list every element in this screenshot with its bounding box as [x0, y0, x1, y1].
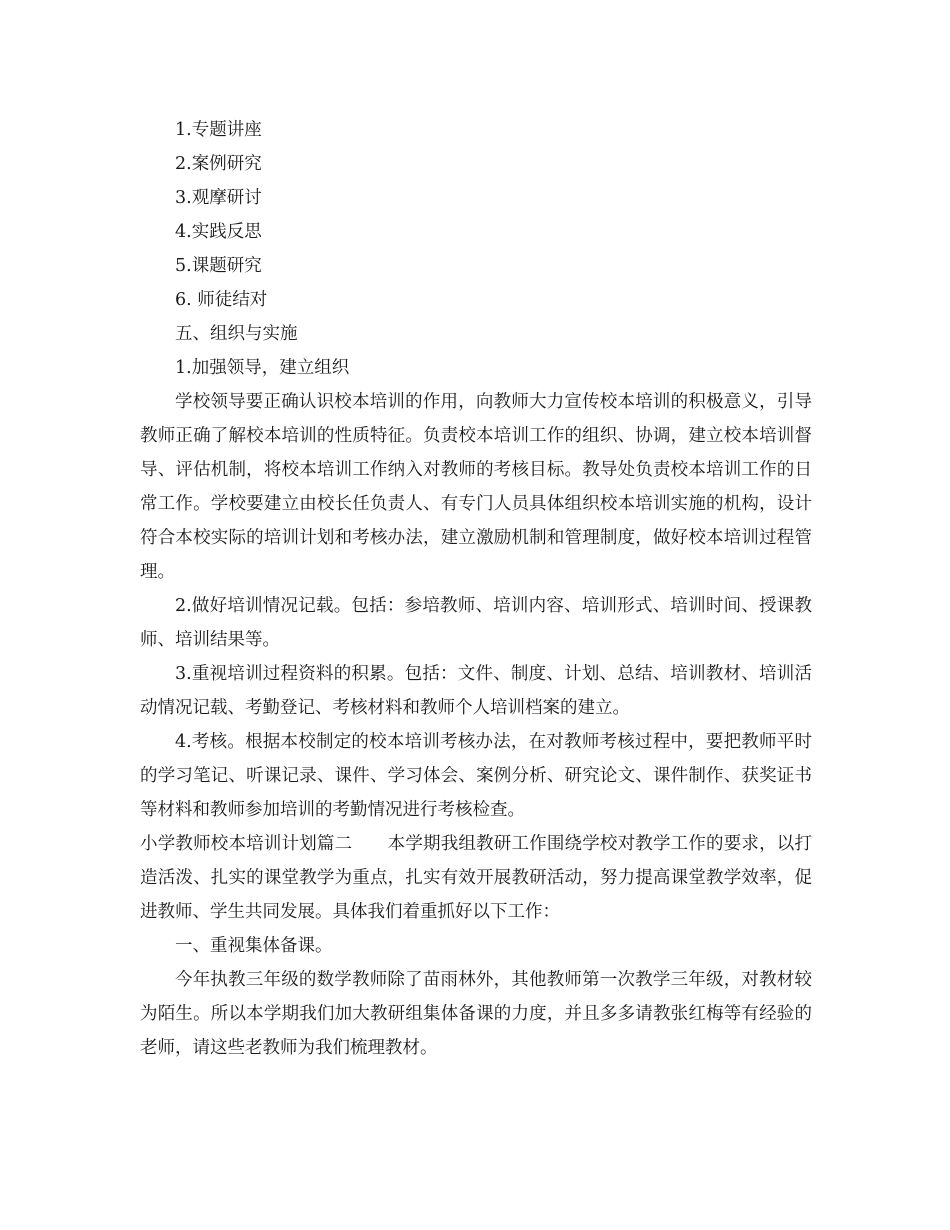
list-item-lecture: 1.专题讲座	[175, 120, 262, 140]
section-heading-organization: 五、组织与实施	[175, 324, 298, 344]
document-body	[140, 113, 812, 1065]
list-item-observation: 3.观摩研讨	[175, 188, 262, 208]
list-item-practice: 4.实践反思	[175, 222, 262, 242]
body-paragraph-records: 2.做好培训情况记载。包括：参培教师、培训内容、培训形式、培训时间、授课教师、培训结果等。	[140, 596, 812, 650]
body-paragraph-materials: 3.重视培训过程资料的积累。包括：文件、制度、计划、总结、培训教材、培训活动情况记载、考勤登记、考核材料和教师个人培训档案的建立。	[140, 664, 812, 718]
body-paragraph-leadership: 学校领导要正确认识校本培训的作用，向教师大力宣传校本培训的积极意义，引导教师正确了解校本培训的性质特征。负责校本培训工作的组织、协调，建立校本培训督导、评估机制，将校本培训工作纳入对教师的考核目标。教导处负责校本培训工作的日常工作。学校要建立由校长任负责人、有专门人员具体组织校本培训实施的机构，设计符合本校实际的培训计划和考核办法，建立激励机制和管理制度，做好校本培训过程管理。	[140, 392, 812, 582]
list-item-mentoring: 6. 师徒结对	[175, 290, 268, 310]
body-paragraph-assessment: 4.考核。根据本校制定的校本培训考核办法，在对教师考核过程中，要把教师平时的学习笔记、听课记录、课件、学习体会、案例分析、研究论文、课件制作、获奖证书等材料和教师参加培训的考勤情况进行考核检查。	[140, 732, 812, 820]
list-item-research: 5.课题研究	[175, 256, 262, 276]
list-item-case-study: 2.案例研究	[175, 154, 262, 174]
section-heading-lesson-prep: 一、重视集体备课。	[175, 936, 333, 956]
body-paragraph-lesson-prep: 今年执教三年级的数学教师除了苗雨林外，其他教师第一次教学三年级，对教材较为陌生。所以本学期我们加大教研组集体备课的力度，并且多多请教张红梅等有经验的老师，请这些老教师为我们梳理教材。	[140, 970, 812, 1058]
subheading-leadership: 1.加强领导，建立组织	[175, 358, 350, 378]
body-paragraph-plan-two: 小学教师校本培训计划篇二 本学期我组教研工作围绕学校对教学工作的要求，以打造活泼、扎实的课堂教学为重点，扎实有效开展教研活动，努力提高课堂教学效率，促进教师、学生共同发展。具体我们着重抓好以下工作：	[140, 834, 812, 922]
